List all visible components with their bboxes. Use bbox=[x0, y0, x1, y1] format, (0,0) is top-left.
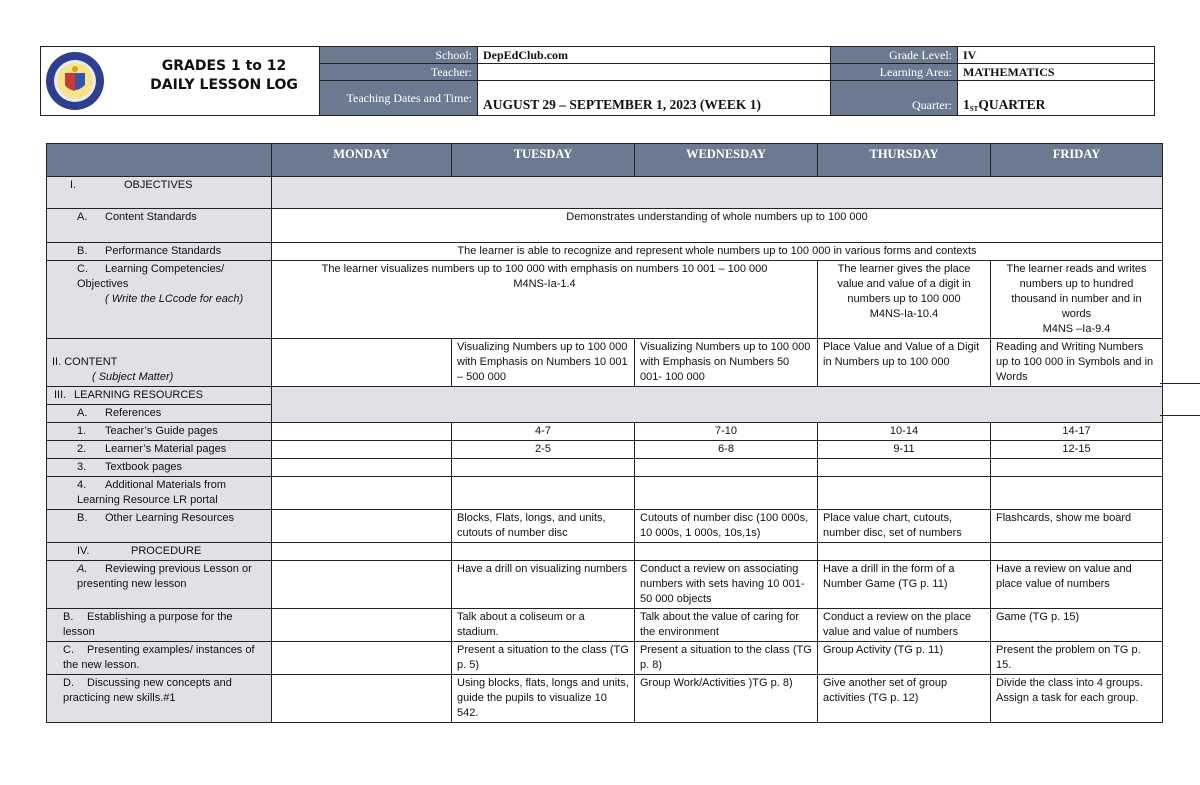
add-wednesday bbox=[635, 477, 818, 510]
purpose-label: B. Establishing a purpose for the lesson bbox=[47, 609, 272, 642]
competencies-label: C. Learning Competencies/ Objectives ( Write the LCcode for each) bbox=[47, 261, 272, 339]
add-friday bbox=[991, 477, 1163, 510]
lesson-log-table bbox=[46, 143, 1163, 723]
content-monday bbox=[272, 339, 452, 387]
other-tuesday: Blocks, Flats, longs, and units, cutouts of number disc bbox=[452, 510, 635, 543]
lesson-log-title bbox=[129, 57, 319, 95]
competencies-thursday: The learner gives the place value and value of a digit in numbers up to 100 000 M4NS-Ia-10.4 bbox=[818, 261, 991, 339]
tg-wednesday: 7-10 bbox=[635, 423, 818, 441]
content-standards-label: A. Content Standards bbox=[47, 209, 272, 243]
title-line-1: GRADES 1 to 12 bbox=[161, 58, 287, 74]
other-thursday: Place value chart, cutouts, number disc, set of numbers bbox=[818, 510, 991, 543]
grade-level-label: Grade Level: bbox=[831, 47, 958, 64]
review-label: A. Reviewing previous Lesson or presenting new lesson bbox=[47, 561, 272, 609]
purpose-monday bbox=[272, 609, 452, 642]
quarter-suffix: ST bbox=[969, 105, 979, 113]
add-thursday bbox=[818, 477, 991, 510]
examples-tuesday: Present a situation to the class (TG p. 5) bbox=[452, 642, 635, 675]
performance-standards-label: B. Performance Standards bbox=[47, 243, 272, 261]
teachers-guide-row bbox=[47, 423, 1163, 441]
purpose-thursday: Conduct a review on the place value and value of numbers bbox=[818, 609, 991, 642]
objectives-value bbox=[272, 177, 1163, 209]
competencies-row bbox=[47, 261, 1163, 339]
content-friday: Reading and Writing Numbers up to 100 000 in Symbols and in Words bbox=[991, 339, 1163, 387]
other-resources-label: B. Other Learning Resources bbox=[47, 510, 272, 543]
content-row bbox=[47, 339, 1163, 387]
day-friday: FRIDAY bbox=[991, 144, 1163, 177]
learners-material-label: 2. Learner’s Material pages bbox=[47, 441, 272, 459]
content-label: II. CONTENT ( Subject Matter) bbox=[47, 339, 272, 387]
competencies-mon-wed: The learner visualizes numbers up to 100 000 with emphasis on numbers 10 001 – 100 000 M4NS-Ia-1.4 bbox=[272, 261, 818, 339]
additional-materials-row bbox=[47, 477, 1163, 510]
resources-label: III. LEARNING RESOURCES bbox=[47, 387, 272, 405]
references-label: A. References bbox=[47, 405, 272, 423]
teaching-dates-label: Teaching Dates and Time: bbox=[320, 81, 478, 115]
resources-value bbox=[272, 387, 1163, 423]
tb-friday bbox=[991, 459, 1163, 477]
corner-header bbox=[47, 144, 272, 177]
teacher-value bbox=[478, 64, 831, 81]
school-label: School: bbox=[320, 47, 478, 64]
other-monday bbox=[272, 510, 452, 543]
other-wednesday: Cutouts of number disc (100 000s, 10 000s, 1 000s, 10s,1s) bbox=[635, 510, 818, 543]
discuss-label: D. Discussing new concepts and practicing new skills.#1 bbox=[47, 675, 272, 723]
proc-monday bbox=[272, 543, 452, 561]
content-standards-row bbox=[47, 209, 1163, 243]
teacher-label: Teacher: bbox=[320, 64, 478, 81]
discuss-monday bbox=[272, 675, 452, 723]
purpose-wednesday: Talk about the value of caring for the environment bbox=[635, 609, 818, 642]
quarter-value bbox=[958, 81, 1154, 115]
proc-thursday bbox=[818, 543, 991, 561]
lm-wednesday: 6-8 bbox=[635, 441, 818, 459]
quarter-word: QUARTER bbox=[978, 97, 1046, 112]
other-friday: Flashcards, show me board bbox=[991, 510, 1163, 543]
info-grid bbox=[320, 47, 1154, 115]
discuss-row bbox=[47, 675, 1163, 723]
day-thursday: THURSDAY bbox=[818, 144, 991, 177]
procedure-row bbox=[47, 543, 1163, 561]
overflow-rule bbox=[1160, 383, 1200, 384]
discuss-tuesday: Using blocks, flats, longs and units, guide the pupils to visualize 10 542. bbox=[452, 675, 635, 723]
day-wednesday: WEDNESDAY bbox=[635, 144, 818, 177]
performance-standards-value: The learner is able to recognize and represent whole numbers up to 100 000 in various forms and contexts bbox=[272, 243, 1163, 261]
tg-monday bbox=[272, 423, 452, 441]
add-monday bbox=[272, 477, 452, 510]
tb-monday bbox=[272, 459, 452, 477]
examples-monday bbox=[272, 642, 452, 675]
tg-thursday: 10-14 bbox=[818, 423, 991, 441]
competencies-friday: The learner reads and writes numbers up to hundred thousand in number and in words M4NS –Ia-9.4 bbox=[991, 261, 1163, 339]
content-tuesday: Visualizing Numbers up to 100 000 with Emphasis on Numbers 10 001 – 500 000 bbox=[452, 339, 635, 387]
day-header-row bbox=[47, 144, 1163, 177]
overflow-rule bbox=[1160, 415, 1200, 416]
other-resources-row bbox=[47, 510, 1163, 543]
add-tuesday bbox=[452, 477, 635, 510]
lm-tuesday: 2-5 bbox=[452, 441, 635, 459]
performance-standards-row bbox=[47, 243, 1163, 261]
content-wednesday: Visualizing Numbers up to 100 000 with Emphasis on Numbers 50 001- 100 000 bbox=[635, 339, 818, 387]
lm-friday: 12-15 bbox=[991, 441, 1163, 459]
proc-tuesday bbox=[452, 543, 635, 561]
quarter-label: Quarter: bbox=[831, 81, 958, 115]
review-wednesday: Conduct a review on associating numbers with sets having 10 001-50 000 objects bbox=[635, 561, 818, 609]
examples-thursday: Group Activity (TG p. 11) bbox=[818, 642, 991, 675]
objectives-row bbox=[47, 177, 1163, 209]
title-line-2: DAILY LESSON LOG bbox=[150, 77, 298, 93]
purpose-tuesday: Talk about a coliseum or a stadium. bbox=[452, 609, 635, 642]
examples-friday: Present the problem on TG p. 15. bbox=[991, 642, 1163, 675]
proc-friday bbox=[991, 543, 1163, 561]
textbook-label: 3. Textbook pages bbox=[47, 459, 272, 477]
teachers-guide-label: 1. Teacher’s Guide pages bbox=[47, 423, 272, 441]
discuss-friday: Divide the class into 4 groups. Assign a task for each group. bbox=[991, 675, 1163, 723]
tg-tuesday: 4-7 bbox=[452, 423, 635, 441]
discuss-wednesday: Group Work/Activities )TG p. 8) bbox=[635, 675, 818, 723]
resources-row bbox=[47, 387, 1163, 405]
tb-wednesday bbox=[635, 459, 818, 477]
learners-material-row bbox=[47, 441, 1163, 459]
review-monday bbox=[272, 561, 452, 609]
objectives-label: I. OBJECTIVES bbox=[47, 177, 272, 209]
deped-seal-icon bbox=[45, 51, 105, 111]
quarter-number: 1 bbox=[963, 97, 970, 112]
learning-area-label: Learning Area: bbox=[831, 64, 958, 81]
tg-friday: 14-17 bbox=[991, 423, 1163, 441]
header-block bbox=[40, 46, 1155, 116]
examples-label: C. Presenting examples/ instances of the new lesson. bbox=[47, 642, 272, 675]
purpose-row bbox=[47, 609, 1163, 642]
tb-tuesday bbox=[452, 459, 635, 477]
discuss-thursday: Give another set of group activities (TG p. 12) bbox=[818, 675, 991, 723]
examples-row bbox=[47, 642, 1163, 675]
textbook-row bbox=[47, 459, 1163, 477]
lc-code-note: ( Write the LCcode for each) bbox=[105, 293, 244, 305]
content-standards-value: Demonstrates understanding of whole numbers up to 100 000 bbox=[272, 209, 1163, 243]
day-tuesday: TUESDAY bbox=[452, 144, 635, 177]
proc-wednesday bbox=[635, 543, 818, 561]
review-friday: Have a review on value and place value of numbers bbox=[991, 561, 1163, 609]
school-value: DepEdClub.com bbox=[478, 47, 831, 64]
additional-materials-label: 4. Additional Materials from Learning Resource LR portal bbox=[47, 477, 272, 510]
review-tuesday: Have a drill on visualizing numbers bbox=[452, 561, 635, 609]
grade-level-value: IV bbox=[958, 47, 1154, 64]
lm-monday bbox=[272, 441, 452, 459]
tb-thursday bbox=[818, 459, 991, 477]
review-row bbox=[47, 561, 1163, 609]
examples-wednesday: Present a situation to the class (TG p. 8) bbox=[635, 642, 818, 675]
procedure-label: IV. PROCEDURE bbox=[47, 543, 272, 561]
day-monday: MONDAY bbox=[272, 144, 452, 177]
logo-cell bbox=[41, 47, 320, 115]
content-thursday: Place Value and Value of a Digit in Numbers up to 100 000 bbox=[818, 339, 991, 387]
review-thursday: Have a drill in the form of a Number Game (TG p. 11) bbox=[818, 561, 991, 609]
lm-thursday: 9-11 bbox=[818, 441, 991, 459]
purpose-friday: Game (TG p. 15) bbox=[991, 609, 1163, 642]
learning-area-value: MATHEMATICS bbox=[958, 64, 1154, 81]
teaching-dates-value: AUGUST 29 – SEPTEMBER 1, 2023 (WEEK 1) bbox=[478, 81, 831, 115]
